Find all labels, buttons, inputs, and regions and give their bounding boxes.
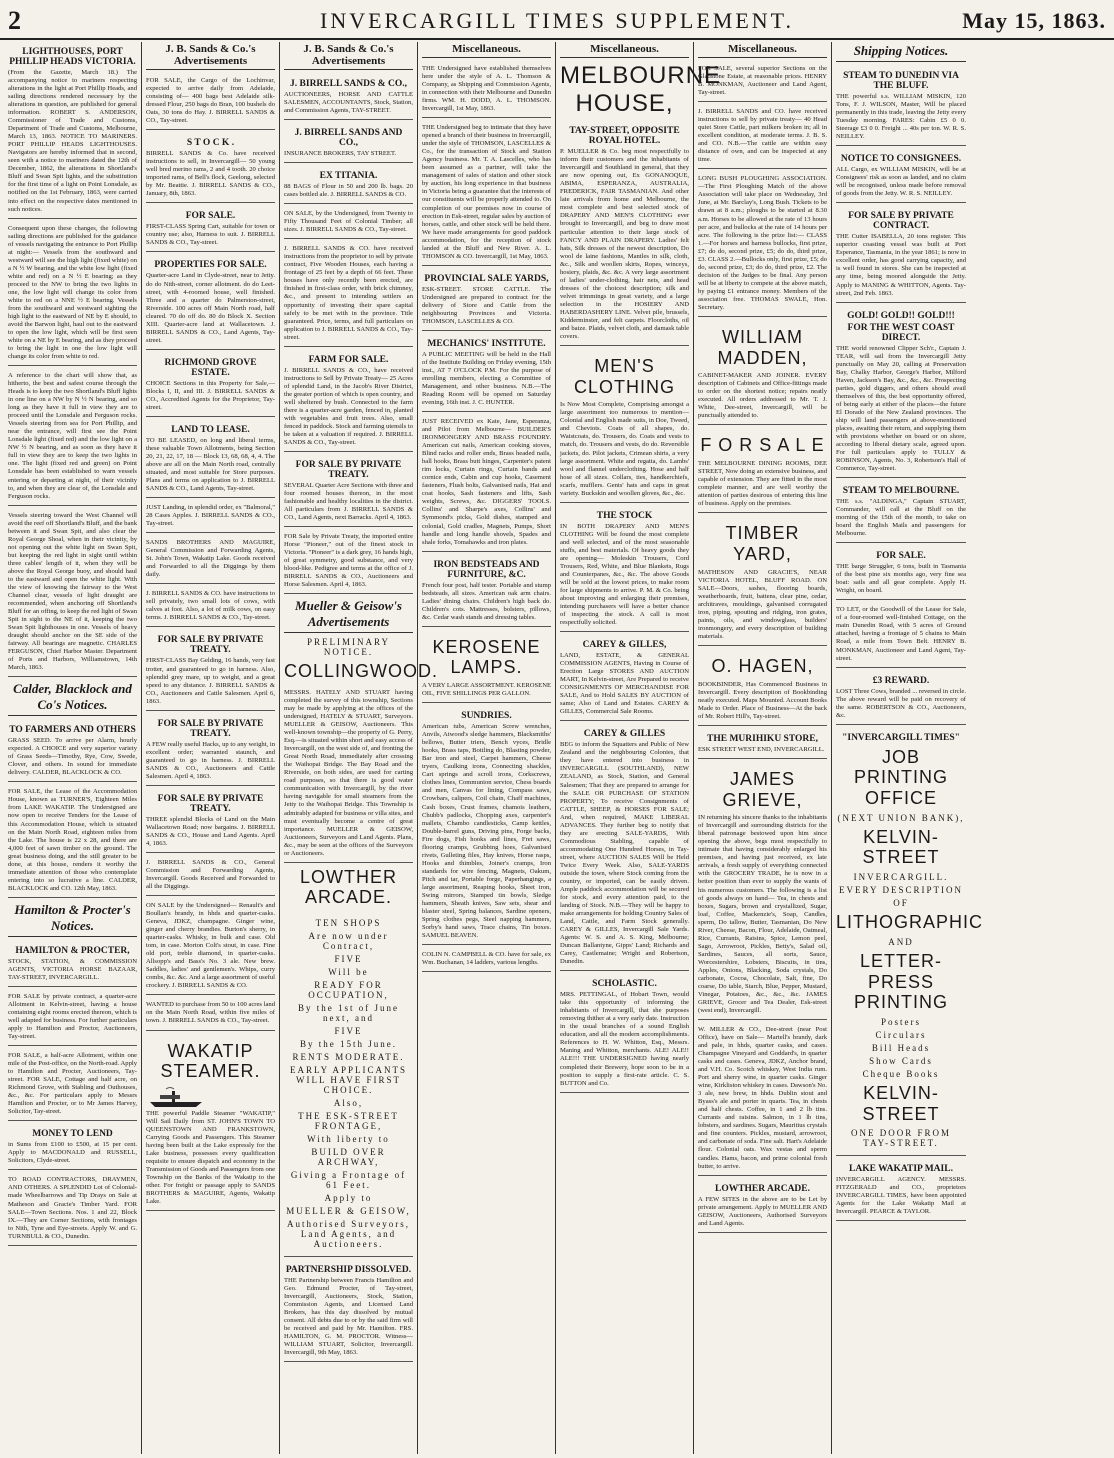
ad-block bbox=[836, 671, 966, 725]
ad-block bbox=[698, 428, 827, 513]
ad-body: ON SALE, by the Undersigned, from Twenty to Fifty Thousand Feet of Colonial Timber; all sizes. J. BIRRELL SANDS & CO., Tay-street. bbox=[284, 210, 413, 234]
ad-title: J. BIRRELL SANDS & CO., bbox=[290, 79, 407, 89]
ad-block bbox=[560, 506, 689, 632]
ad-body: FOR SALE, the Lease of the Accommodation House, known as TURNER'S, Eighteen Miles from LAKE WAKATIP. The Undersigned are now open to receive Tenders for the Lease of this Accommodation House, which is situated on the Main North Road, eighteen miles from the Lake. The house is 22 x 28, and there are 4,000 feet of sawn timber on the ground. The great business doing, and the still greater to be done, at this house, renders it worthy the immediate attention of those who contemplate entering into so lucrative a line. CALDER, BLACKLOCK and CO. 12th May, 1863. bbox=[8, 788, 137, 892]
ad-title: PROVINCIAL SALE YARDS, bbox=[424, 273, 549, 284]
ad-block bbox=[560, 349, 689, 503]
ad-body: THE world renowned Clipper Sch'r., Captain J. TEAR, will sail from the Invercargill Jetty punctually on May 20, calling at Preservation Bay, Chalky Harbor, George's Harbor, Milford Haven, Jackson's Bay, &c., &c., &c. Prospecting parties, gold diggers, and others should avail themselves of this, the best opportunity offered, of being early at either of the places—the future El Dorado of the New Zealand provinces. The ship will land passengers at above-mentioned places, awaiting their return, and supplying them with provisions whether on board or on shore, according to liberal dietary scale, agreed upon. For full particulars apply to TULLY & ROBINSON, Agents, No. 3, Robertson's Hall of Commerce, Tay-street. bbox=[836, 344, 966, 473]
ad-body: A FEW really useful Hacks, up to any weight, in excellent order; warranted staunch, and guaranteed to go in harness. J. BIRRELL SANDS & CO., Auctioneers and Cattle Salesmen. April 4, 1863. bbox=[146, 740, 275, 780]
ad-block bbox=[560, 635, 689, 721]
ad-body: LAND, ESTATE, & GENERAL COMMISSION AGENTS, Having in Course of Erection Large STORES AND AUCTION MART, In Kelvin-street, Are Prepared to receive CONSIGNMENTS OF MERCHANDISE FOR SALE, And to Hold SALES BY AUCTION of same; Also of Land and Estates. CAREY & GILLES, Commercial Sale Rooms. bbox=[560, 652, 689, 716]
text-line: EARLY APPLICANTS WILL HAVE FIRST CHOICE. bbox=[289, 1065, 408, 1096]
ad-block bbox=[698, 62, 827, 102]
steamer-illustration bbox=[146, 1086, 275, 1108]
text-line: Circulars bbox=[875, 1029, 927, 1040]
ad-title: HAMILTON & PROCTER, bbox=[15, 945, 130, 956]
ad-title: GOLD! GOLD!! GOLD!!! bbox=[847, 310, 955, 321]
ad-title: TO FARMERS AND OTHERS bbox=[9, 725, 136, 736]
ad-block bbox=[422, 121, 551, 266]
ad-block bbox=[698, 172, 827, 317]
ad-title-large: KEROSENE LAMPS. bbox=[432, 636, 541, 678]
ad-title: FOR SALE BY PRIVATE TREATY. bbox=[295, 459, 402, 480]
ad-block bbox=[836, 1159, 966, 1221]
ad-title: J. BIRRELL SANDS AND CO., bbox=[294, 128, 403, 149]
ad-block bbox=[146, 899, 275, 995]
ad-block bbox=[146, 714, 275, 786]
ad-block bbox=[698, 762, 827, 1020]
ad-title-large: TIMBER YARD, bbox=[725, 523, 800, 564]
text-line: By the 15th June. bbox=[300, 1039, 397, 1050]
ad-body: American tubs, American Screw wrenches, Anvils, Atwood's sledge hammers, Blacksmiths' bellows, Butter triers, Bench vyces, Bridle hooks, Brass taps, Bottling do, Blasting powder, Bar iron and steel, Carpet hammers, Cheese tryers, Caulking irons, Connecting shackles, Cart springs and scroll irons, Corkscrews, clothes lines, Communion service, Chess boards and men, Canvas for lining, Compass saws, Crowbars, calipers, Coil chain, Chaff machines, Cash boxes, Crust frames, chamois leathers, Chubb's padlocks, Chopping axes, carpenter's mallets, Chambo candlesticks, Camp kettles, Double-barrel guns, Driving pins, Forge backs, Fire dogs, Fish hooks and lines, Fret saws, flooring cramps, Grubbing hoes, Galvanised rivets, Gulleting files, Hay knives, Horse rasps, Hooks and thimbles, Joiner's cramps, Iron standards for wire fencing, Magnets, Oakum, Pitch and tar, Portable forge, Paperhangings, a large assortment, Reaping hooks, Sheet iron, Swing mirrors, Stamped tin bowls, Sledge hammers, Sheath knives, Saw sets, shear and blaster steel, Spring balances, Sardine openers, Spring clothes pegs, Steel napping hammers, Sorby's hand saws, Trace chains, Tin boxes. SAMUEL BEAVEN. bbox=[422, 723, 551, 939]
ad-body: FOR SALE by private contract, a quarter-acre Allotment in Kelvin-street, having a house containing eight rooms erected thereon, which is well adapted for business. For further particulars apply to Hamilton and Proctor, Auctioneers, Tay-street. bbox=[8, 992, 137, 1041]
ad-title: PROPERTIES FOR SALE. bbox=[154, 260, 267, 271]
ad-body: TO ROAD CONTRACTORS, DRAYMEN, AND OTHERS. A SPLENDID Lot of Colonial-made Wheelbarrows and Tip Drays on Sale at Matheson and Gracie's Timber Yard. FOR SALE—Town Sections. Nos. 1 and 22, Block IX.—They are Corner Sections, with frontages to Nith, Tyne and Eye-streets. Apply W. and G. TURNBULL & CO., Dunedin. bbox=[8, 1176, 137, 1240]
ad-body: ON SALE by the Undersigned— Renault's and Boullan's brandy, in hhds and quarter-casks. Geneva, JDKZ, champagne. Ginger wine, ginger and cherry brandies. Burton's sherry, in quarter-casks. Whisky, in bulk and case. Old tom, in case. Morton Colt's stout, in case. Fine old port, treble diamond, in quarter-casks. Allsopp's and Bass's No. 3 ale. New brew. Saddles, ladies' and gentlemen's. Whips, curry combs, &c. &c. And a large assortment of useful crockery. J. BIRRELL SANDS & CO. bbox=[146, 902, 275, 990]
ad-title: S T O C K . bbox=[186, 138, 235, 149]
ad-title: EX TITANIA. bbox=[319, 171, 378, 182]
text-line: JOB PRINTING OFFICE bbox=[853, 746, 948, 809]
ad-body: THREE splendid Blocks of Land on the Main Wallacetown Road; now bargains. J. BIRRELL SANDS & CO., House and Land Agents. April 4, 1863. bbox=[146, 815, 275, 847]
text-line: Cheque Books bbox=[862, 1068, 940, 1079]
ad-body: THE Undersigned beg to intimate that they have opened a branch of their business in Invercargill, under the style of THOMSON, LASCELLES & Co., for the transaction of Stock and Station Agency business. Mr. T. A. Lascelles, who has been assumed as a partner, will take the management of sales of station and other stock by auction, his long experience in that business in Victoria being a guarantee that the interests of our constituents will be properly attended to. On completion of our premises now in course of erection in Esk-street, regular sales by auction of horses, cattle, and other stock will be held there. We have made arrangements for good paddock accommodation, for the reception of stock landed at the Bluff and New River. A. L. THOMSON & CO. Invercargill, 1st May, 1863. bbox=[422, 124, 551, 260]
ad-title: TAY-STREET, OPPOSITE ROYAL HOTEL. bbox=[569, 126, 680, 147]
ad-title: NOTICE TO CONSIGNEES. bbox=[840, 154, 962, 165]
ad-body: THE s.s. "ALDINGA," Captain STUART, Commander, will call at the Bluff on the morning of the 15th of the month, to take on board the English Mails and passengers for Melbourne. bbox=[836, 498, 966, 538]
ad-title: RICHMOND GROVE ESTATE. bbox=[164, 357, 257, 378]
ad-title: MECHANICS' INSTITUTE. bbox=[427, 338, 546, 349]
ad-body: CHOICE Sections in this Property for Sale,— Blocks I, II, and III. J. BIRRELL SANDS & CO., Accredited Agents for the Proprietor, Tay-street. bbox=[146, 379, 275, 411]
ad-block bbox=[146, 206, 275, 252]
ad-title-large: MELBOURNE HOUSE, bbox=[560, 62, 722, 117]
ad-title-large: COLLINGWOOD. bbox=[284, 661, 439, 682]
ship-icon bbox=[146, 1086, 206, 1108]
ad-title: FOR THE WEST COAST DIRECT. bbox=[847, 322, 955, 343]
section-heading: J. B. Sands & Co.'s Advertisements bbox=[284, 42, 413, 70]
ad-block bbox=[8, 1124, 137, 1170]
ad-body: BEG to inform the Squatters and Public of New Zealand and the neighbouring Colonies, that they have entered into business in INVERCARGILL (SOUTHLAND), NEW ZEALAND, as Stock, Station, and General Salesmen; That they are prepared to arrange for the SALE OR PURCHASE OF STATION PROPERTY; To receive Consignments of CATTLE, SHEEP, & HORSES FOR SALE; And, when required, MAKE LIBERAL ADVANCES. They further beg to notify that they are erecting SALE-YARDS, With Commodious Stabling, capable of accommodating One Hundred Horses, in Tay-street, where AUCTION SALES Will be Held Twice Every Week. Also, SALE-YARDS outside the town, where Stock coming from the country, or imported, can be easily driven. Ample paddock accommodation will be secured for stock, and every attention paid, to the landing of Stock. N.B.—They will be happy to make arrangements for holding Country Sales of Land, Cattle, and Farm Stock generally. CAREY & GILLES, Invercargill Sale Yards. Agents: W. S. and A. S. King, Melbourne; Duncan Ballantyne, Gipps' Land; Richards and Carey, Castlemaine; Wright and Robertson, Dunedin. bbox=[560, 741, 689, 966]
text-line: FIVE bbox=[334, 1026, 363, 1037]
page-number: 2 bbox=[8, 6, 21, 35]
ad-block bbox=[284, 530, 413, 594]
ad-block bbox=[146, 255, 275, 349]
ad-body: Consequent upon these changes, the following sailing directions are published for the guidance of vessels navigating the entrance to Port Phillip at night:— Vessels from the southward and westward will see the high light (fixed white) on a N ½ W bearing, and the white low light (fixed white and red) on a N ½ E bearing; as they proceed to the NW to bring the two lights in one, the low light will change its color from white to red on a NNE ½ E bearing. Vessels from the southward and westward sighting the high light to the eastward of NE by E should, to avoid the Barwon light, haul out to the eastward to open the low light, which will be first seen white on a NE by E bearing, and as they proceed to bring the light in one the low light will change its color from white to red. bbox=[8, 224, 137, 361]
text-line: Apply to bbox=[324, 1193, 373, 1204]
ad-body: BIRRELL SANDS & Co. have received instructions to sell, in Invercargill— 50 young well bred merino rams, 2 and 4 tooth. 20 choice imported rams, of Bell's flock, Geelong, selected by Mr. Beattie. J. BIRRELL SANDS & CO., January, 8th, 1863. bbox=[146, 150, 275, 198]
text-line: READY FOR OCCUPATION, bbox=[308, 980, 389, 1001]
ad-body: J. BIRRELL SANDS & CO., General Commission and Forwarding Agents, Invercargill. Goods Received and Forwarded to all the Diggings. bbox=[146, 858, 275, 891]
ad-title-large: LOWTHER ARCADE. bbox=[300, 866, 397, 908]
ad-body: J. BIRRELL SANDS and CO. have received instructions to sell by private treaty— 40 Head quiet Store Cattle, part milkers broken in; all in excellent condition, at moderate terms. J. B. S. and CO. N.B.—The cattle are within easy distance of own, and can be inspected at any time. bbox=[698, 108, 827, 164]
ad-block bbox=[284, 350, 413, 452]
ad-block bbox=[8, 369, 137, 506]
ad-body: J. BIRRELL SANDS & CO., have received instructions to Sell by Private Treaty— 25 Acres of splendid Land, in the Jacob's River District, the greater portion of which is open country, and well sheltered by bush. Connected to the farm there is a quarter-acre garden, fenced in, planted with vegetables and fruit trees. Also, small fenced in paddock. Stock and farming utensils to be taken at a valuation if required. J. BIRRELL SANDS & CO., Tay-street. bbox=[284, 366, 413, 446]
ad-block bbox=[284, 455, 413, 527]
ad-body: J. BIRRELL SANDS & CO. have instructions to sell privately, two small lots of cows, with calves at foot. Also, a lot of milk cows, on easy terms. J. BIRRELL SANDS & CO., Tay-street. bbox=[146, 590, 275, 622]
text-line: OF bbox=[893, 898, 909, 909]
ad-block bbox=[422, 630, 551, 703]
ad-block bbox=[836, 546, 966, 600]
ad-title: FOR SALE. bbox=[185, 211, 236, 222]
ad-block bbox=[8, 941, 137, 987]
section-heading: Miscellaneous. bbox=[560, 42, 689, 58]
ad-body: CABINET-MAKER AND JOINER. EVERY description of Cabinets and Office-fittings made to order on the shortest notice; repairs neatly executed. All orders addressed to Mr. T. J. White, Dee-street, Invercargill, will be punctually attended to. bbox=[698, 372, 827, 420]
ad-block bbox=[146, 74, 275, 130]
text-line: AND bbox=[888, 936, 914, 947]
ad-block bbox=[422, 948, 551, 972]
ad-title: LAND TO LEASE. bbox=[171, 424, 250, 435]
ad-body: SANDS BROTHERS AND MAGUIRE, General Commission and Forwarding Agents, St. John's Town, Wakatip Lake. Goods received and Forwarded to all the Diggings by them daily. bbox=[146, 539, 275, 579]
issue-date: May 15, 1863. bbox=[962, 8, 1106, 33]
ad-title: IRON BEDSTEADS AND FURNITURE, &C. bbox=[433, 559, 540, 580]
ad-body: AUCTIONEERS, HORSE AND CATTLE SALESMEN, ACCOUNTANTS, Stock, Station, and Commission Agents, TAY-STREET. bbox=[284, 91, 413, 115]
ad-body: FIRST-CLASS Spring Cart, suitable for town or country use; also, Harness to suit. J. BIRRELL SANDS & CO., Tay-street. bbox=[146, 223, 275, 247]
ad-body: ALL Cargo, ex WILLIAM MISKIN, will be at Consignees' risk as soon as landed, and no claim will be recognised, unless made before removal of goods from the Jetty. W. R. S. NEILLEY. bbox=[836, 166, 966, 198]
text-line: FIVE bbox=[334, 954, 363, 965]
notice-heading: PRELIMINARY NOTICE. bbox=[306, 637, 390, 658]
ad-block bbox=[8, 42, 137, 219]
column-2 bbox=[142, 42, 280, 1454]
ad-block bbox=[836, 603, 966, 667]
text-line: MUELLER & GEISOW, bbox=[286, 1206, 411, 1217]
ad-block bbox=[146, 630, 275, 710]
ad-block bbox=[146, 1034, 275, 1212]
ad-block bbox=[146, 501, 275, 533]
ad-body: FOR Sale by Private Treaty, the imported entire Horse "Pioneer," out of the finest stock in Victoria. "Pioneer" is a dark grey, 16 hands high, of great symmetry, good substance, and very blood-like. Pedigree and terms at the office of J. BIRRELL SANDS & CO., Auctioneers and Horse Salesmen. April 4, 1863. bbox=[284, 533, 413, 589]
text-line: Bill Heads bbox=[871, 1042, 931, 1053]
ad-title-large: JAMES GRIEVE, bbox=[722, 768, 803, 810]
ad-body: LOST Three Cows, branded ... reversed in circle. The above reward will be paid on recovery of the same. ROBERTSON & CO., Auctioneers, &c. bbox=[836, 687, 966, 719]
text-line: Authorised Surveyors, Land Agents, and Auctioneers. bbox=[287, 1219, 410, 1250]
section-heading: Shipping Notices. bbox=[836, 42, 966, 62]
ad-body: FOR SALE, the Cargo of the Lochinvar, expected to arrive daily from Adelaide, consisting of— 400 bags best Adelaide silk-dressed Flour, 250 bags do Bran, 100 bushels do Oats, 30 tons do Hay. J. BIRRELL SANDS & CO., Tay-street. bbox=[146, 77, 275, 125]
ad-title: FOR SALE BY PRIVATE TREATY. bbox=[157, 635, 264, 656]
ad-title-large: MEN'S CLOTHING bbox=[573, 355, 675, 397]
ad-block bbox=[284, 1260, 413, 1362]
text-line: BUILD OVER ARCHWAY, bbox=[311, 1147, 386, 1168]
ad-body: 88 BAGS of Flour in 50 and 200 lb. bags. 20 cases bottled ale. J. BIRRELL SANDS & CO. bbox=[284, 183, 413, 199]
ad-block bbox=[836, 306, 966, 479]
ad-block bbox=[422, 415, 551, 552]
ad-body: THE Partnership between Francis Hamilton and Geo. Edmund Procter, of Tay-street, Invercargill, Auctioneers, Stock, Station, Commission Agents, and Licensed Land Brokers, has this day dissolved by mutual consent. All debts due to or by the said firm will be received and paid by Mr. Hamilton. FRS. HAMILTON, G. M. PROCTOR. Witness—WILLIAM STUART, Solicitor, Invercargill. Invercargill, 9th May, 1863. bbox=[284, 1277, 413, 1357]
ad-body: FOR SALE, a half-acre Allotment, within one mile of the Post-office, on the North-road. Apply to Hamilton and Procter, Auctioneers, Tay-street. FOR SALE, Cottage and half acre, on Richmond Grove, with Stabling and Outhouses, &c., &c. For particulars apply to Messrs Hamilton and Procter, or to Mr James Harvey, Solicitor, Tay-street. bbox=[8, 1052, 137, 1116]
ad-title: PARTNERSHIP DISSOLVED. bbox=[285, 1265, 412, 1276]
ad-body: IN BOTH DRAPERY AND MEN'S CLOTHING Will be found the most complete and well selected, and of the most seasonable stuffs, and best materials. Of heavy goods they are opening— Moleskin Trousers, Cord Trousers, Red, White, and Blue Blankets, Rugs and Counterpanes, &c., &c. The above Goods will be sold at the lowest prices, to make room for large shipments to arrive. P. M. & Co. being about improving and enlarging their premises, intending purchasers will have a better chance of inspecting the stock. A call is most respectfully solicited. bbox=[560, 522, 689, 627]
text-line: LITHOGRAPHIC bbox=[836, 912, 984, 933]
text-line: EVERY DESCRIPTION bbox=[839, 885, 963, 896]
ad-block bbox=[284, 74, 413, 120]
ad-title: STEAM TO DUNEDIN VIA THE BLUFF. bbox=[843, 71, 959, 91]
ad-title-large: WILLIAM MADDEN, bbox=[717, 326, 808, 368]
ad-body: A FEW SITES in the above are to be Let by private arrangement. Apply to MUELLER AND GEISOW, Auctioneers, Authorised Surveyors and Land Agents. bbox=[698, 1195, 827, 1227]
ad-block bbox=[836, 481, 966, 543]
ad-body: ESK STREET WEST END, INVERCARGILL. bbox=[698, 745, 825, 753]
ad-body: Quarter-acre Land in Clyde-street, near to Jetty. do do Nith-street, corner allotment. do do Leet-street, with 4-roomed house, well finished. Three and a quarter do Palmerston-street, Riverside. 100 acres off Main North road, half cleared. 70 do off do. 80 do Block X. Section XIII. Quarter-acre land at Wallacetown. J. BIRRELL SANDS & CO., Land Agents, Tay-street. bbox=[146, 272, 275, 344]
section-heading: Miscellaneous. bbox=[698, 42, 827, 58]
ad-block bbox=[146, 587, 275, 627]
ad-body: INVERCARGILL AGENCY. MESSRS. FITZGERALD and CO., proprietors INVERCARGILL TIMES, have been appointed Agents for the Lake Wakatip Mail at Invercargill. PEARCE & TAYLOR. bbox=[836, 1176, 966, 1216]
ad-title: LIGHTHOUSES, PORT PHILLIP HEADS VICTORIA. bbox=[9, 47, 136, 67]
ad-body: (From the Gazette, March 18.) The accompanying notice to mariners respecting alterations in the light at Port Phillip Heads, and sailing directions rendered necessary by the alterations in question, are published for general information. ROBERT S. ANDERSON, Commissioner of Trade and Customs, Department of Trade and Customs, Melbourne, March 13, 1863. NOTICE TO MARINERS. PORT PHILLIP HEADS LIGHTHOUSES. Navigators are hereby informed that in second, seen with a notice to mariners dated the 12th of December, 1862, the alterations in Shortland's Bluff and Swan Spit lights, and the substitution for the first time of a light on Point Lonsdale, as notified on the 1st February, 1863, were carried into effect on the respective dates mentioned in such notices. bbox=[8, 69, 137, 213]
ad-body: TO BE LEASED, on long and liberal terms, these valuable Town Allotments, being Section 20, 21, 22, 17, 18 — Block 13, 68, 68, 4, 4. The above are all on the Main North road, centrally situated, and most suitable for Store purposes. Plans and terms on application to J. BIRRELL SANDS & CO., Land Agents, Tay-street. bbox=[146, 436, 275, 493]
ad-body: MESSRS. HATELY AND STUART having completed the survey of this township, Sections may be made by applying at the offices of the undersigned, HATELY & STUART, Surveyors. MUELLER & GEISOW, Auctioneers. This well-known township—the property of G. Perry, Esq.—is situated within short and easy access of Invercargill, on the west side of, and fronting the Great North Road, immediately after crossing the Waihopai Bridge. The Bay Road and the Riverside, on both sides, are used for carting road purposes, so that there is good water communication with Invercargill, by the river having navigable for small steamers from the Jetty to the Waihopai Bridge. This Township is admirably adapted for business or villa sites, and must eventually become a centre of great importance. MUELLER & GEISOW, Auctioneers, Surveyors and Land Agents. Plans, &c., may be seen at the offices of the Surveyors or Auctioneers. bbox=[284, 689, 413, 857]
ad-block bbox=[8, 509, 137, 678]
ad-body: FOR SALE, several superior Sections on the Gladstone Estate, at reasonable prices. HENRY B. MONKMAN, Auctioneer and Land Agent, Tay-street. bbox=[698, 65, 827, 97]
ad-block bbox=[8, 222, 137, 367]
section-heading: J. B. Sands & Co.'s Advertisements bbox=[146, 42, 275, 70]
text-line: KELVIN-STREET bbox=[862, 1082, 940, 1124]
ad-block bbox=[422, 269, 551, 331]
ad-body: SEVERAL Quarter Acre Sections with three and four roomed houses thereon, in the most fashionable and healthy localities in the district. All particulars from J. BIRRELL SANDS & CO., Land Agents, next Barracks. April 4, 1863. bbox=[284, 481, 413, 522]
ad-block bbox=[836, 149, 966, 203]
ad-body: French four post, half tester. Portable and stump bedsteads, all sizes. American oak arm chairs. Ladies' dining chairs. Children's high back do. Children's cots. Mattresses, bolsters, pillows, &c. Cedar wash stands and dressing tables. bbox=[422, 581, 551, 621]
newspaper-title: INVERCARGILL TIMES SUPPLEMENT. bbox=[320, 8, 794, 33]
ad-body: COLIN N. CAMPBELL & CO. have for sale, ex Wm. Buchanan, 14 ladders, various lengths. bbox=[422, 951, 551, 967]
columns bbox=[4, 42, 1110, 1454]
section-heading: Miscellaneous. bbox=[422, 42, 551, 58]
ad-title: CAREY & GILLES bbox=[583, 729, 666, 740]
ad-title: SCHOLASTIC. bbox=[592, 979, 657, 990]
ad-block bbox=[836, 66, 966, 146]
ad-body: W. MILLER & CO., Dee-street (near Post Office), have on Sale— Martell's brandy, dark and pale, in hhds, quarter casks, and cases. Champagne Vineyard and Goddard's, in quarter casks and cases. Geneva, JDKZ, Anchor brand, and V.H. Co. Scotch whiskey, West India rum. Port and sherry wine, in quarter casks. Ginger wine, Kirkliston whiskey in cases. Dawson's No. 3 ale, new brew, in hhds. Dublin stout and Byass's ale and porter in quarts. Tea, in chests and half chests. Coffee, in 1 and 2 lb tins. Currants and raisins. Salmon, in 1 lb tins, lobsters, and sardines. Sugars, Mauritius crystals and fine counters. Pickles, mustard, arrowroot, and carbonate of soda. Fine salt. Hart's Adelaide flour. Colonial oats. Wax vestas and sperm candles. Hams, bacon, and prime colonial fresh butter, to arrive. bbox=[698, 1026, 827, 1170]
ad-body: in Sums from £100 to £500, at 15 per cent. Apply to MACDONALD and RUSSELL, Solicitors, Clyde-street. bbox=[8, 1141, 137, 1165]
ad-block bbox=[560, 121, 689, 346]
ad-body: INSURANCE BROKERS, TAY STREET. bbox=[284, 150, 397, 158]
text-line: (NEXT UNION BANK), bbox=[837, 812, 965, 823]
ad-title: FARM FOR SALE. bbox=[308, 354, 389, 365]
ad-title: THE STOCK bbox=[596, 510, 653, 521]
column-5 bbox=[556, 42, 722, 1454]
text-line: RENTS MODERATE. bbox=[292, 1052, 405, 1063]
ad-body: JUST Landing, in splendid order, ex "Balmoral," 28 Cases Apples. J. BIRRELL SANDS & CO., Tay-street. bbox=[146, 504, 275, 528]
ad-block bbox=[698, 649, 827, 726]
ad-block bbox=[422, 555, 551, 627]
ad-body: THE powerful s.s. WILLIAM MISKIN, 120 Tons, F. J. WILSON, Master, Will be placed permanently in this trade, leaving the Jetty every Tuesday morning. FARES: Cabin £5 0 0. Steerage £3 0 0. Freight ... 40s per ton. W. R. S. NEILLEY. bbox=[836, 93, 966, 141]
ad-body: MATHESON AND GRACIE'S, NEAR VICTORIA HOTEL, BLUFF ROAD. ON SALE—Doors, sashes, flooring boards, weatherboards, fruit, battens, clear pine, cedar, architraves, mouldings, galvanised corrugated iron, piping, spouting and ridging, iron grates, paints, oils, and windowglass, builders' ironmongery, and every description of building materials. bbox=[698, 568, 827, 640]
ad-body: J. BIRRELL SANDS & CO. have received instructions from the proprietor to sell by private contract, Five Wooden Houses, each having a frontage of 25 feet by a depth of 66 feet. These houses have only recently been erected, are finished in first-class order, with brick chimney, &c., and present to intending settlers an opportunity of investing their spare capital safely to be met with in the province. Title guaranteed. Price, terms, and full particulars on application to J. BIRRELL SANDS & CO., Tay-street. bbox=[284, 245, 413, 341]
ad-title-large: F O R S A L E bbox=[700, 435, 825, 456]
ad-body: FIRST-CLASS Bay Gelding, 16 hands, very fast trotter, and guaranteed to go in harness. Also, splendid grey mare, up to weight, and a great speed to any distance. J. BIRRELL SANDS & CO., Auctioneers and Cattle Salesmen. April 6, 1863. bbox=[146, 657, 275, 705]
ad-body: BOOKBINDER, Has Commenced Business in Invercargill. Every description of Bookbinding neatly executed. Maps Mounted. Account Books Made to Order. Place of Business—At the back of Mr. Robert Hill's, Tay-street. bbox=[698, 680, 827, 720]
text-line: THE ESK-STREET FRONTAGE, bbox=[298, 1111, 399, 1132]
ad-block bbox=[146, 998, 275, 1030]
text-line: Are now under Contract, bbox=[308, 931, 389, 952]
ad-block bbox=[146, 133, 275, 203]
ad-block bbox=[698, 729, 827, 759]
ad-body: A VERY LARGE ASSORTMENT. KEROSENE OIL, FIVE SHILLINGS PER GALLON. bbox=[422, 682, 551, 698]
ad-body: THE Undersigned have established themselves here under the style of A. L. Thomson & Company, as Shipping and Commission Agents, in connection with their Melbourne and Dunedin firms. WM. H. DODD, A. L. THOMSON. Invercargill, 1st May, 1863. bbox=[422, 65, 551, 113]
ad-title: STEAM TO MELBOURNE. bbox=[842, 486, 960, 497]
ad-block bbox=[146, 353, 275, 417]
ad-body: ESK-STREET. STORE CATTLE. The Undersigned are prepared to contract for the delivery of Store and Cattle from the neighbouring Provinces and Victoria. THOMSON, LASCELLES & CO. bbox=[422, 285, 551, 325]
ad-block bbox=[422, 62, 551, 118]
text-line: KELVIN-STREET bbox=[862, 826, 940, 868]
ten-shops-ad bbox=[284, 912, 413, 1257]
ad-body: GRASS SEED. To arrive per Alarm, hourly expected. A CHOICE and very superior variety of Grass Seeds—Timothy, Rye, Cow, Swede, Clover, and others. In sound for immediate delivery. CALDER, BLACKLOCK & CO. bbox=[8, 737, 137, 777]
ad-block bbox=[146, 856, 275, 896]
ad-body: TO LET, or the Goodwill of the Lease for Sale, of a four-roomed well-finished Cottage, on the main Dunedin Road, with 5 acres of Ground attached, having a frontage of 5 chains to Main Road, a mile from Town Belt. HENRY B. MONKMAN, Auctioneer and Land Agent, Tay-street. bbox=[836, 606, 966, 662]
column-1 bbox=[4, 42, 142, 1454]
text-line: LETTER-PRESS PRINTING bbox=[853, 950, 948, 1013]
ad-title: THE MURIHIKU STORE, bbox=[707, 733, 818, 744]
ad-block bbox=[836, 206, 966, 302]
ad-body: STOCK, STATION, & COMMISSION AGENTS, VICTORIA HORSE BAZAAR, TAY-STREET, INVERCARGILL. bbox=[8, 957, 137, 981]
ad-block bbox=[698, 1179, 827, 1233]
ad-block bbox=[284, 686, 413, 863]
ad-block bbox=[146, 420, 275, 498]
column-3 bbox=[280, 42, 439, 1454]
text-line: ONE DOOR FROM TAY-STREET. bbox=[850, 1128, 951, 1149]
ad-block bbox=[284, 207, 413, 239]
ad-block bbox=[8, 1173, 137, 1245]
ad-title: FOR SALE. bbox=[876, 551, 926, 562]
text-line: TEN SHOPS bbox=[315, 918, 382, 929]
ad-title: CAREY & GILLES, bbox=[582, 640, 667, 651]
section-heading: Hamilton & Procter's Notices. bbox=[8, 901, 137, 937]
ad-block bbox=[8, 720, 137, 782]
ad-body: THE MELBOURNE DINING ROOMS, DEE STREET, Now doing an extensive business, and capable of extension. They are fitted in the most complete manner, and are well worthy the attention of parties desirous of entering this line of business. Apply on the premises. bbox=[698, 460, 827, 508]
ad-title: "INVERCARGILL TIMES" bbox=[842, 732, 960, 743]
text-line: Show Cards bbox=[869, 1055, 933, 1066]
ad-block bbox=[146, 789, 275, 853]
ad-body: Vessels steering toward the West Channel will avoid the reef off Shortland's Bluff, and the bank between it and Swan Spit, and also clear the Royal George Shoal, when in their vicinity, by not opening out the white light on Swan Spit, but keeping the red light in sight until within three cables' length of it, when they will be above the Royal George buoy, and should haul to the eastward and open the white light. With the view of knowing the fairway to the West Channel clear, vessels of light draught are recommended, when anchoring off Shortland's Bluff for an offing, to keep the red light of Swan Spit in sight to the NE of it, keeping the two Swan Spit lighthouses in one. Vessels of heavy draught should anchor on the SE side of the fairway. All bearings are magnetic. CHARLES FERGUSON, Chief Harbor Master. Department of Ports and Harbors, Williamstown, 14th March, 1863. bbox=[8, 511, 137, 672]
ad-block bbox=[560, 724, 689, 971]
ad-body: THE Cutter ISABELLA, 20 tons register. This superior coasting vessel was built at Port Esperance, Tasmania, in the year 1861; is now in excellent order, has good carrying capacity, and is well found in stores. She can be inspected at any time, being moored alongside the Jetty. Apply to MANING & WHITTON, Agents. Tay-street, 2nd Feb. 1863. bbox=[836, 233, 966, 297]
column-7 bbox=[832, 42, 984, 1454]
ad-title: LOWTHER ARCADE. bbox=[714, 1183, 810, 1194]
ad-block bbox=[698, 105, 827, 169]
masthead bbox=[0, 0, 1114, 40]
text-line: Posters bbox=[880, 1016, 921, 1027]
ad-title-large: WAKATIP STEAMER. bbox=[160, 1040, 261, 1082]
section-heading: Calder, Blacklock and Co's Notices. bbox=[8, 680, 137, 716]
ad-body: JUST RECEIVED ex Kate, Jane, Esperanza, and Pilot from Melbourne— BUILDER'S IRONMONGERY AND BRASS FOUNDRY. American cut nails, American cooking stoves, Blind racks and roller ends, Brass headed nails, ball hooks, Brass butt hinges, Carpenter's patent rim locks, Curtain rings, Curtain bands and cornice ends, Cabin and cup hooks, Casement fasteners, Flush bolts, Galvanised nails, Hat and coat hooks, Sash fasteners and lifts, Sash weights, Screws, &c. DIGGERS' TOOLS. Collins' and Sharpe's axes, Collins' and Symmond's picks, Gold dishes, stamped and colonial, Gold cradles, Magnets, Pumps, Short handle and long handle shovels, Spades and shale forks, Tomahawks and iron plates. bbox=[422, 418, 551, 546]
section-heading: Mueller & Geisow's Advertisements bbox=[284, 597, 413, 633]
ad-title: FOR SALE BY PRIVATE CONTRACT. bbox=[848, 211, 954, 232]
ad-body: THE barge Struggler, 6 tons, built in Tasmania of the best pine six months ago, very fine sea boat: sails and all gear complete. Apply H. Wright, on board. bbox=[836, 563, 966, 595]
ad-title: LAKE WAKATIP MAIL. bbox=[849, 1164, 953, 1175]
ad-body: LONG BUSH PLOUGHING ASSOCIATION.—The First Ploughing Match of the above Association will take place on Wednesday, 3rd June, at Mr. Barclay's, Long Bush. Tickets to be drawn at 8 a.m.; ploughs to be started at 8.30 a.m. Horses to be allowed at the rate of 13 hours per acre, and bullocks at the rate of 14 hours per acre. The following is the prize list:— CLASS 1.—For horses and harness bullocks, first prize, £7; do do, second prize, £5; do do, third prize, £3. CLASS 2.—Bullocks only, first prize, £5; do do, second prize, £3; do do, third prize, £2. The decision of the Judges to be final. Any person will be at liberty to compete at the above match, by paying £1 entrance money. Members of the association free. THOMAS SWALE, Hon. Secretary. bbox=[698, 175, 827, 311]
text-line: By the 1st of June next, and bbox=[298, 1003, 399, 1024]
ad-block bbox=[698, 320, 827, 426]
text-line: Giving a Frontage of 61 Feet. bbox=[290, 1170, 407, 1191]
ad-block bbox=[698, 516, 827, 646]
ad-block bbox=[698, 1023, 827, 1176]
ad-body: THE powerful Paddle Steamer "WAKATIP," Will Sail Daily from ST. JOHN'S TOWN TO QUEENSTOWN AND FRANKSTOWN, Carrying Goods and Passengers. This Steamer having been built at the Lake expressly for the Lake business, possesses every qualification requisite to ensure dispatch and economy in the Transmission of Goods and Passengers from one Township on the Banks of the Wakatip to the other. For freight or passage apply to SANDS BROTHERS & MAGUIRE, Agents, Wakatip Lake. bbox=[146, 1109, 275, 1206]
text-line: Also, bbox=[333, 1098, 364, 1109]
ad-body: Is Now Most Complete, Comprising amongst a large assortment too numerous to mention— Colonial and English made suits, in Doe, Tweed, and Cheviots. Coats of all shapes, do. Waistcoats, do. Trousers, do. Coats and vests to match, do. Trousers and vests, do do. Reversible jackets, do. Pilot jackets, Crimean shirts, a very large assortment. White and regatta, do. Lambs' wool and flannel underclothing. Hose and half hose of all sizes. Collars, ties, handkerchiefs, scarfs, mufflers. Gents' hats and caps in great variety. Buckskin and woollen gloves, &c., &c. bbox=[560, 401, 689, 497]
ad-title: MONEY TO LEND bbox=[32, 1129, 113, 1140]
ad-body: A PUBLIC MEETING will be held in the Hall of the Institute Building on Friday evening, 15th inst., AT 7 O'CLOCK P.M. For the purpose of enrolling members, electing a Committee of Management, and other business. N.B.—The Reading Room will be opened on Saturday evening, 16th inst. J. C. HUNTER. bbox=[422, 350, 551, 407]
ad-block bbox=[146, 536, 275, 584]
ad-block bbox=[560, 974, 689, 1092]
ad-block bbox=[8, 1049, 137, 1121]
ad-block bbox=[8, 785, 137, 897]
ad-body: P. MUELLER & Co. beg most respectfully to inform their customers and the inhabitants of Invercargill and Southland in general, that they are now opening out, Ex GONANOQUE, ABIMA, ESPERANZA, AUSTRALIA, FREDERICK, FAIR TASMANIAN. And other late arrivals from home and Melbourne, the most complete and best selected stock of DRAPERY AND MEN'S CLOTHING ever brought to Invercargill, and beg to draw most particular attention to their large stock of FANCY AND PLAIN DRAPERY. Ladies' felt hats, Silk dresses of the newest description, Do wool de laine fashions, Mantles in silk, cloth, &c., Silk and woollen skirts, Ropes, winceys, hosiery, plaids, &c. &c. A very large assortment of ladies' under-clothing, hair nets, and head dresses of the choicest description; silk and velvet trimmings in great variety, and a large selection in the HOSIERY AND HABERDASHERY LINE. Velvet pile, brussels, Kidderminster, and felt carpets. Floorcloths, oil and baize. Plaids, velvet cloth, and damask table covers. bbox=[560, 148, 689, 340]
job-printing-ad bbox=[836, 728, 984, 1157]
ad-title: SUNDRIES. bbox=[461, 711, 512, 722]
ad-body: MRS. PETTINGAL, of Hobart Town, would take this opportunity of informing the inhabitants of Invercargill, that she purposes removing thither at a very early date. Instruction in the usual branches of a sound English education, and all the modern accomplishments. References to H. W. Whitton, Esq., Messrs. Maning and Whitton, merchants. ALE! ALE!! ALE!!! THE UNDERSIGNED having nearly completed their Brewery, hope soon to be in a position to supply a first-rate article. C. S. BUTTON and Co. bbox=[560, 991, 689, 1087]
ad-block bbox=[422, 334, 551, 412]
ad-block bbox=[422, 706, 551, 945]
text-line: INVERCARGILL. bbox=[853, 872, 949, 883]
ad-body: A reference to the chart will show that, as hitherto, the best and safest course through the Heads is to keep the two Shortland's Bluff lights in one line on a NW by N ½ N bearing, and so long as they have it full in view they are to proceed until the Lonsdale and Ferguson rocks. Vessels steering from sea for Port Phillip, and near the entrance, will first see the Point Lonsdale light (fixed red) and the low light on a NW ½ N bearing, and as soon as they have it full in view they are to keep the two lights in one. The light (fixed red and green) on Point Lonsdale has been established to warn vessels entering or departing at night, of their vicinity to, and when they are clear of, the Lonsdale and Ferguson rocks. bbox=[8, 372, 137, 500]
ad-title: FOR SALE BY PRIVATE TREATY. bbox=[157, 718, 264, 739]
ad-body: IN returning his sincere thanks to the inhabitants of Invercargill and surrounding districts for the liberal patronage bestowed upon him since opening the above, begs most respectfully to intimate that having considerably enlarged his premises, and having just received, ex late arrivals, a fresh supply of everything connected with the GROCERY TRADE, he is now in a better position than ever to supply the wants of his numerous customers. The following is a list of goods always on hand— Tea, in chests and boxes, Sugars, brown and crystallized, Sugar, loaf, Coffee, Mackenzie's, Soap, Candles, sperm, Do tallow, Butter, Tasmanian, Do New River, Cheese, Bacon, Flour, Adelaide, Oatmeal, Rice, Currants, Raisins, Spice, Lemon peel, Sago, Arrowroot, Pickles, Betty's, Salad oil, Sardines, Sauces, all sorts, Sauce, Worcestershire, Lobsters, Biscuits, in tins, Apples, Onions, Blacking, Soda crystals, Do carbonate, Cocoa, Chocolate, Salt, fine, Do coarse, Do table, Starch, Blue, Pepper, Mustard, Vinegar, Potatoes, &c., &c., &c. JAMES GRIEVE, Grocer and Tea Dealer, Esk-street (west end), Invercargill. bbox=[698, 814, 827, 1014]
ad-block bbox=[284, 123, 413, 163]
ad-title: £3 REWARD. bbox=[872, 675, 930, 686]
text-line: Will be bbox=[328, 967, 369, 978]
ad-block bbox=[284, 166, 413, 204]
text-line: With liberty to bbox=[307, 1134, 390, 1145]
ad-title: FOR SALE BY PRIVATE TREATY. bbox=[157, 793, 264, 814]
ad-block bbox=[284, 242, 413, 346]
ad-title-large: O. HAGEN, bbox=[711, 655, 814, 676]
column-4 bbox=[418, 42, 556, 1454]
ad-block bbox=[8, 990, 137, 1046]
ad-body: WANTED to purchase from 50 to 100 acres land on the Main North Road, within five miles of town. J. BIRRELL SANDS & CO., Tay-street. bbox=[146, 1001, 275, 1025]
column-6 bbox=[694, 42, 832, 1454]
